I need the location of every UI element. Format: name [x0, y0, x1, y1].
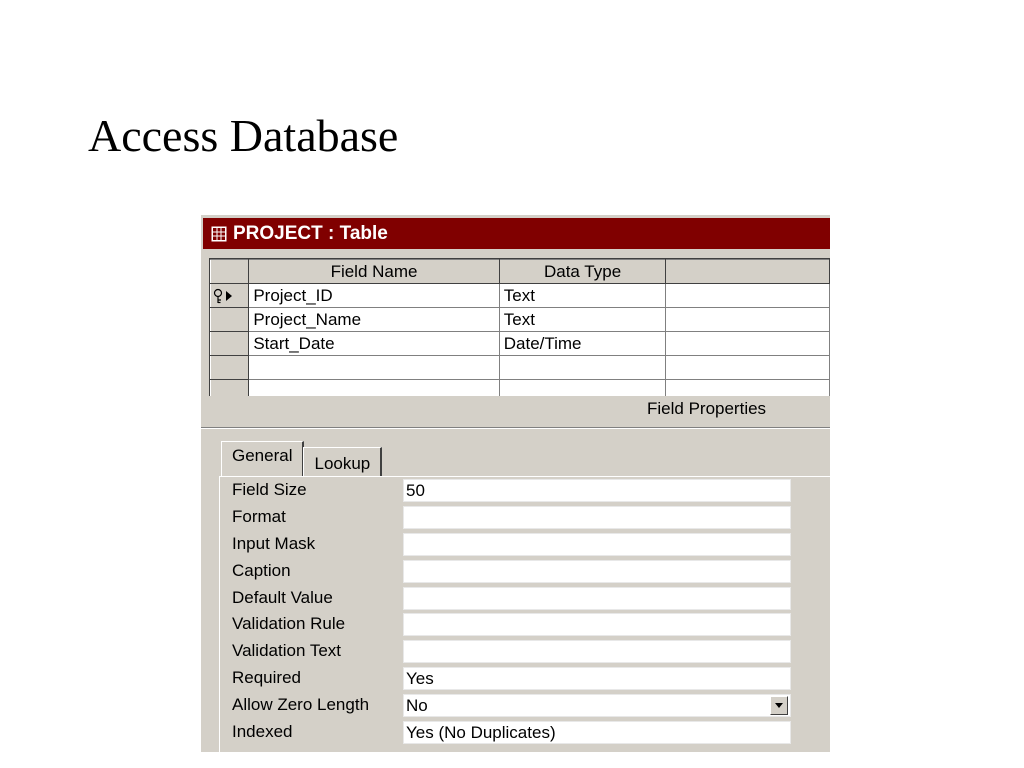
- property-row-default-value: [220, 585, 387, 611]
- grid-header-row: [211, 260, 830, 284]
- property-row-caption: [220, 558, 387, 584]
- column-header-field-name[interactable]: Field Name: [249, 260, 499, 284]
- cell-description[interactable]: [666, 380, 830, 397]
- row-selector[interactable]: [211, 308, 249, 332]
- cell-field-name[interactable]: Start_Date: [249, 332, 499, 356]
- property-label: Indexed: [232, 722, 293, 741]
- slide-title: Access Database: [88, 110, 399, 161]
- validation-text-input[interactable]: [403, 640, 791, 663]
- property-label: Field Size: [232, 480, 307, 499]
- cell-data-type[interactable]: Text: [499, 308, 666, 332]
- property-label: Allow Zero Length: [232, 695, 370, 714]
- table-row[interactable]: [211, 284, 830, 308]
- row-selector[interactable]: [211, 356, 249, 380]
- tab-general[interactable]: General: [221, 441, 304, 477]
- cell-field-name[interactable]: Project_ID: [249, 284, 499, 308]
- allow-zero-length-value: No: [406, 695, 428, 715]
- property-row-required: [220, 665, 434, 691]
- cell-field-name[interactable]: Project_Name: [249, 308, 499, 332]
- header-selector-corner[interactable]: [211, 260, 249, 284]
- cell-data-type[interactable]: [499, 356, 666, 380]
- cell-data-type[interactable]: [499, 380, 666, 397]
- property-row-format: [220, 504, 387, 530]
- field-properties-label: Field Properties: [647, 399, 767, 418]
- column-header-data-type[interactable]: Data Type: [499, 260, 666, 284]
- default-value-input[interactable]: [403, 587, 791, 610]
- table-grid-icon: [211, 226, 227, 242]
- dropdown-button[interactable]: [770, 696, 788, 715]
- property-label: Validation Text: [232, 641, 341, 660]
- table-row[interactable]: [211, 356, 830, 380]
- cell-field-name[interactable]: [249, 380, 499, 397]
- field-design-grid: [209, 258, 830, 396]
- property-row-validation-text: [220, 638, 387, 664]
- property-row-indexed: [220, 719, 556, 745]
- row-selector[interactable]: [211, 380, 249, 397]
- general-properties-panel: [219, 476, 830, 752]
- property-label: Input Mask: [232, 534, 316, 553]
- row-pointer-icon: [226, 291, 232, 301]
- table-row[interactable]: [211, 308, 830, 332]
- tab-lookup[interactable]: Lookup: [303, 447, 382, 477]
- property-label: Validation Rule: [232, 614, 346, 633]
- cell-field-name[interactable]: [249, 356, 499, 380]
- property-label: Caption: [232, 561, 291, 580]
- property-row-field-size: [220, 477, 425, 503]
- property-tabs: [221, 441, 382, 477]
- indexed-input[interactable]: Yes (No Duplicates): [403, 721, 791, 744]
- input-mask-input[interactable]: [403, 533, 791, 556]
- property-label: Required: [232, 668, 301, 687]
- field-size-input[interactable]: 50: [403, 479, 791, 502]
- cell-data-type[interactable]: Text: [499, 284, 666, 308]
- format-input[interactable]: [403, 506, 791, 529]
- field-properties-divider: [201, 427, 830, 429]
- property-row-validation-rule: [220, 611, 387, 637]
- allow-zero-length-select[interactable]: [403, 694, 791, 717]
- row-selector[interactable]: [211, 332, 249, 356]
- primary-key-icon: [213, 288, 226, 304]
- dropdown-arrow-icon: [775, 703, 783, 708]
- column-header-description[interactable]: [666, 260, 830, 284]
- property-label: Default Value: [232, 588, 333, 607]
- table-row[interactable]: [211, 380, 830, 397]
- cell-description[interactable]: [666, 332, 830, 356]
- property-row-input-mask: [220, 531, 387, 557]
- cell-description[interactable]: [666, 284, 830, 308]
- caption-input[interactable]: [403, 560, 791, 583]
- required-input[interactable]: Yes: [403, 667, 791, 690]
- property-row-allow-zero-length: [220, 692, 428, 718]
- window-titlebar[interactable]: [203, 218, 830, 249]
- property-label: Format: [232, 507, 286, 526]
- cell-data-type[interactable]: Date/Time: [499, 332, 666, 356]
- table-row[interactable]: [211, 332, 830, 356]
- validation-rule-input[interactable]: [403, 613, 791, 636]
- cell-description[interactable]: [666, 356, 830, 380]
- row-selector[interactable]: [211, 284, 249, 308]
- table-design-window: [200, 214, 830, 752]
- window-title: PROJECT : Table: [233, 222, 388, 244]
- cell-description[interactable]: [666, 308, 830, 332]
